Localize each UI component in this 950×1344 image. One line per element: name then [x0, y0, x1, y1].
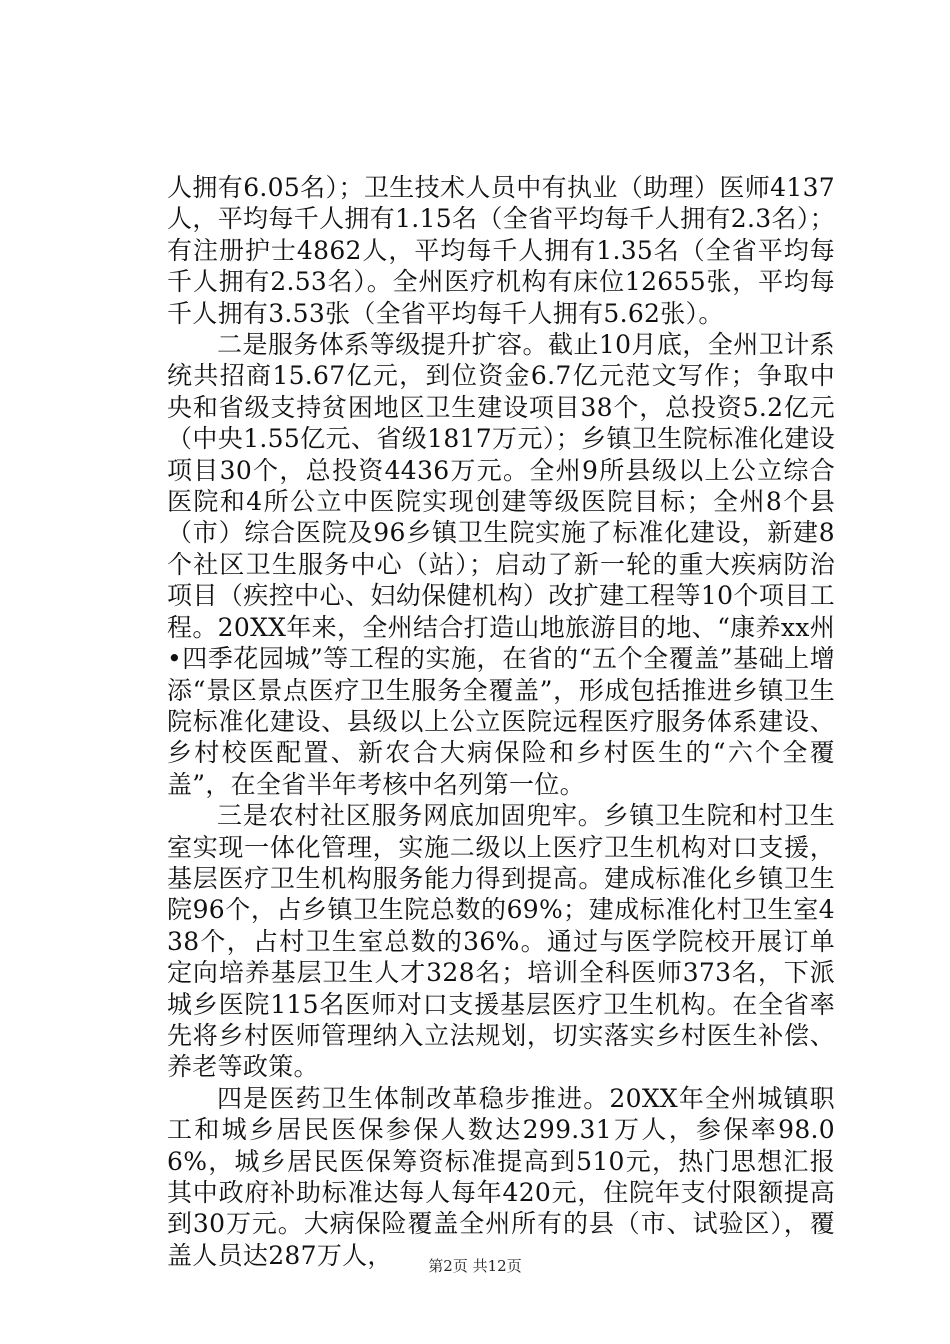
paragraph-4: 四是医药卫生体制改革稳步推进。20XX年全州城镇职工和城乡居民医保参保人数达299.31万人，参保率98.06%，城乡居民医保筹资标准提高到510元，热门思想汇报其中政府补助标准达每人每年420元，住院年支付限额提高到30万元。大病保险覆盖全州所有的县（市、试验区），覆盖人员达287万人，: [167, 1083, 835, 1270]
page-number-footer: 第2页 共12页: [428, 1257, 522, 1275]
paragraph-3: 三是农村社区服务网底加固兜牢。乡镇卫生院和村卫生室实现一体化管理，实施二级以上医疗卫生机构对口支援，基层医疗卫生机构服务能力得到提高。建成标准化乡镇卫生院96个，占乡镇卫生院总数的69%；建成标准化村卫生室438个，占村卫生室总数的36%。通过与医学院校开展订单定向培养基层卫生人才328名；培训全科医师373名，下派城乡医院115名医师对口支援基层医疗卫生机构。在全省率先将乡村医师管理纳入立法规划，切实落实乡村医生补偿、养老等政策。: [167, 801, 835, 1082]
document-body: [167, 172, 835, 1271]
paragraph-2: 二是服务体系等级提升扩容。截止10月底，全州卫计系统共招商15.67亿元，到位资金6.7亿元范文写作；争取中央和省级支持贫困地区卫生建设项目38个，总投资5.2亿元（中央1.55亿元、省级1817万元）；乡镇卫生院标准化建设项目30个，总投资4436万元。全州9所县级以上公立综合医院和4所公立中医院实现创建等级医院目标；全州8个县（市）综合医院及96乡镇卫生院实施了标准化建设，新建8个社区卫生服务中心（站）；启动了新一轮的重大疾病防治项目（疾控中心、妇幼保健机构）改扩建工程等10个项目工程。20XX年来，全州结合打造山地旅游目的地、“康养xx州•四季花园城”等工程的实施，在省的“五个全覆盖”基础上增添“景区景点医疗卫生服务全覆盖”，形成包括推进乡镇卫生院标准化建设、县级以上公立医院远程医疗服务体系建设、乡村校医配置、新农合大病保险和乡村医生的“六个全覆盖”，在全省半年考核中名列第一位。: [167, 330, 835, 799]
paragraph-1: 人拥有6.05名）；卫生技术人员中有执业（助理）医师4137人，平均每千人拥有1.15名（全省平均每千人拥有2.3名）；有注册护士4862人，平均每千人拥有1.35名（全省平均每千人拥有2.53名）。全州医疗机构有床位12655张，平均每千人拥有3.53张（全省平均每千人拥有5.62张）。: [167, 173, 835, 328]
